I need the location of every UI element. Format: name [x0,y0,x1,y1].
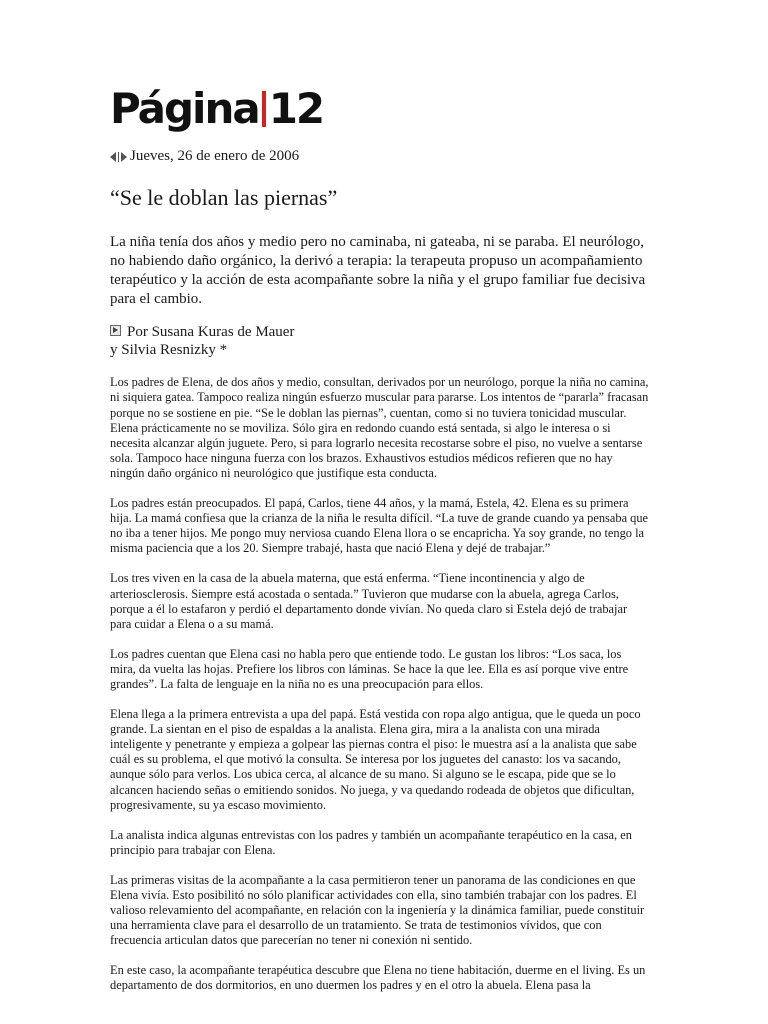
body-paragraph: Elena llega a la primera entrevista a upa del papá. Está vestida con ropa algo antigua, que le queda un poco grande. La sientan en el piso de espaldas a la analista. Elena gira, mira a la analista con una mirada inteligente y penetrante y empieza a golpear las piernas contra el piso: le muestra así a la analista que sabe cuál es su problema, el que motivó la consulta. Se interesa por los juguetes del canasto: los va sacando, aunque sólo para verlos. Los ubica cerca, al alcance de su mano. Si alguno se le escapa, pide que se lo alcancen haciendo señas o emitiendo sonidos. No juega, y va quedando rodeada de objetos que dificultan, progresivamente, su ya escaso movimiento. [110,707,641,812]
masthead [110,82,650,133]
body-paragraph: En este caso, la acompañante terapéutica descubre que Elena no tiene habitación, duerme en el living. Es un departamento de dos dormitorios, en uno duermen los padres y en el otro la abuela. Elena pasa la [110,963,646,993]
body-paragraph: Los padres cuentan que Elena casi no habla pero que entiende todo. Le gustan los libros: “Los saca, los mira, da vuelta las hojas. Prefiere los libros con láminas. Se hace la que lee. Ella es así porque vive entre grandes”. La falta de lenguaje en la niña no es una preocupación para ellos. [110,646,629,691]
prev-next-arrows-icon[interactable] [110,152,127,162]
body-paragraph: Los padres de Elena, de dos años y medio, consultan, derivados por un neurólogo, porque la niña no camina, ni siquiera gatea. Tampoco realiza ningún esfuerzo muscular para pararse. Los intentos de “pararla” fracasan porque no se sostiene en pie. “Se le doblan las piernas”, cuentan, como si no tuviera tonicidad muscular. Elena prácticamente no se moviliza. Sólo gira en redondo cuando está sentada, si algo le interesa o si necesita alcanzar algún juguete. Pero, si para lograrlo necesita recostarse sobre el piso, no vuelve a sentarse sola. Tampoco hace ninguna fuerza con los brazos. Exhaustivos estudios médicos refieren que no hay ningún daño orgánico ni neurológico que justifique esta conducta. [110,375,649,480]
body-paragraph: Las primeras visitas de la acompañante a la casa permitieron tener un panorama de las condiciones en que Elena vivía. Esto posibilitó no sólo planificar actividades con ella, sino también trabajar con los padres. El valioso relevamiento del acompañante, en relación con la ingeniería y la dinámica familiar, puede constituir una herramienta clave para el desarrollo de un tratamiento. Se trata de testimonios vívidos, que con frecuencia articulan datos que parecerían no tener ni conexión ni sentido. [110,872,645,948]
logo-text-right: 12 [268,84,324,133]
article-body [110,375,650,993]
article-summary: La niña tenía dos años y medio pero no caminaba, ni gateaba, ni se paraba. El neurólogo, no habiendo daño orgánico, la derivó a terapia: la terapeuta propuso un acompañamiento terapéutico y la acción de esta acompañante sobre la niña y el grupo familiar fue decisiva para el cambio. [110,234,646,308]
play-square-icon [110,325,121,336]
date-text: Jueves, 26 de enero de 2006 [130,148,300,164]
body-paragraph: La analista indica algunas entrevistas con los padres y también un acompañante terapéutico en la casa, en principio para trabajar con Elena. [110,827,632,857]
dateline [110,148,650,165]
byline [110,323,650,359]
article [110,82,650,1009]
byline-author-line: Por Susana Kuras de Mauer [127,324,295,341]
newspaper-logo[interactable] [110,84,324,133]
arrow-right-icon[interactable] [121,152,127,162]
byline-coauthor-line: y Silvia Resnizky * [110,342,228,359]
body-paragraph: Los tres viven en la casa de la abuela materna, que está enferma. “Tiene incontinencia y algo de arteriosclerosis. Siempre está acostada o sentada.” Tuvieron que mudarse con la abuela, agrega Carlos, porque a él lo estafaron y perdió el departamento donde vivían. No queda claro si Estela dejó de trabajar para cuidar a Elena o a su mamá. [110,571,628,631]
article-title: “Se le doblan las piernas” [110,185,338,210]
logo-text-left: Página [110,84,259,133]
logo-red-bar [262,91,266,127]
body-paragraph: Los padres están preocupados. El papá, Carlos, tiene 44 años, y la mamá, Estela, 42. Elena es su primera hija. La mamá confiesa que la crianza de la niña le resulta difícil. “La tuve de grande cuando ya pensaba que no iba a tener hijos. Me pongo muy nerviosa cuando Elena llora o se encapricha. Ya soy grande, no tengo la misma paciencia que a los 20. Siempre trabajé, hasta que nació Elena y dejé de trabajar.” [110,496,649,556]
arrow-left-icon[interactable] [110,152,116,162]
